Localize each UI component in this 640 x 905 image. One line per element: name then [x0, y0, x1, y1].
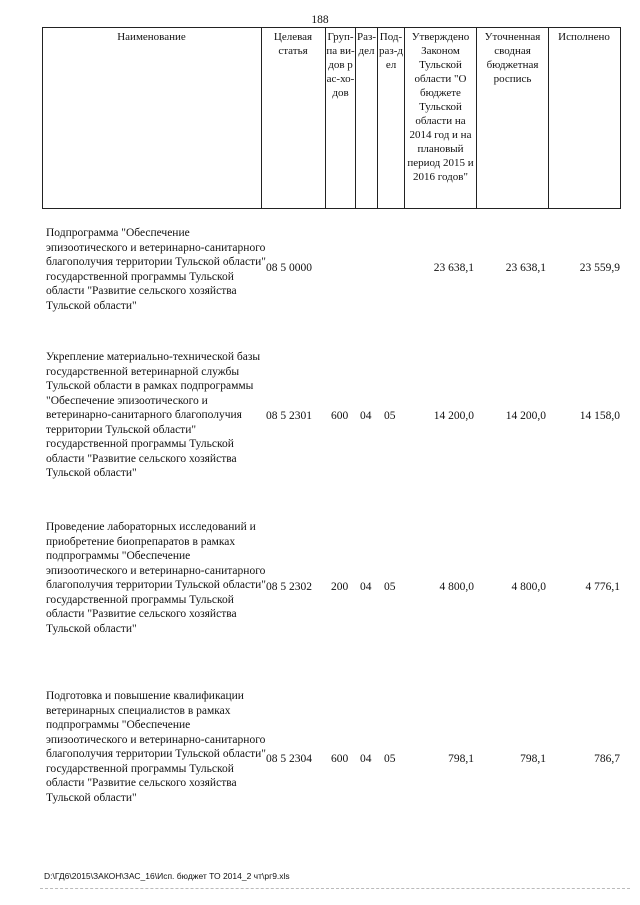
row-target: 08 5 2304: [266, 753, 312, 765]
header-target: Целевая статья: [273, 31, 313, 57]
col-divider: [42, 27, 43, 209]
bottom-divider: [40, 888, 630, 890]
header-top-border: [42, 27, 620, 28]
col-divider: [261, 27, 262, 209]
row-group: 200: [331, 581, 349, 593]
header-refined: Уточненная сводная бюджетная роспись: [484, 31, 541, 85]
row-name: Подготовка и повышение квалификации ветеринарных специалистов в рамках подпрограммы "Обеспечение эпизоотического и ветеринарно-санитарного благополучия территории Тульской области" государственной программы Тульской области "Развитие сельского хозяйства Тульской области": [46, 690, 266, 804]
col-divider: [548, 27, 549, 209]
row-target: 08 5 2302: [266, 581, 312, 593]
row-group: 600: [331, 410, 349, 422]
header-name: Наименование: [117, 31, 186, 43]
row-section: 04: [360, 581, 372, 593]
row-name: Укрепление материально-технической базы государственной ветеринарной службы Тульской области в рамках подпрограммы "Обеспечение эпизоотического и ветеринарно-санитарного благополучия территории Тульской области" государственной программы Тульской области "Развитие сельского хозяйства Тульской области": [46, 351, 261, 479]
header-group: Груп-па ви-дов рас-хо-дов: [326, 31, 355, 99]
page-number: 188: [311, 14, 329, 26]
col-divider: [620, 27, 621, 209]
header-subsection: Под-раз-дел: [379, 31, 403, 71]
footer-file-path: D:\ГД6\2015\ЗАКОН\ЗАС_16\Исп. бюджет ТО 2014_2 чт\рг9.xls: [44, 871, 290, 881]
header-section: Раз-дел: [356, 31, 376, 57]
header-bottom-border: [42, 208, 620, 209]
row-subsection: 05: [384, 410, 396, 422]
row-name: Подпрограмма "Обеспечение эпизоотического и ветеринарно-санитарного благополучия территории Тульской области" государственной программы Тульской области "Развитие сельского хозяйства Тульской области": [46, 227, 266, 312]
row-executed: 786,7: [594, 753, 620, 765]
header-executed: Исполнено: [558, 31, 610, 43]
row-name: Проведение лабораторных исследований и приобретение биопрепаратов в рамках подпрограммы "Обеспечение эпизоотического и ветеринарно-санитарного благополучия территории Тульской области" государственной программы Тульской области "Развитие сельского хозяйства Тульской области": [46, 521, 266, 635]
row-subsection: 05: [384, 753, 396, 765]
row-refined: 23 638,1: [505, 262, 546, 274]
header-approved: Утверждено Законом Тульской области "О бюджете Тульской области на 2014 год и на плановый период 2015 и 2016 годов": [407, 31, 474, 183]
row-section: 04: [360, 753, 372, 765]
row-executed: 4 776,1: [585, 581, 620, 593]
row-target: 08 5 0000: [266, 262, 312, 274]
row-refined: 4 800,0: [511, 581, 546, 593]
row-subsection: 05: [384, 581, 396, 593]
row-executed: 14 158,0: [579, 410, 620, 422]
row-approved: 23 638,1: [433, 262, 474, 274]
row-section: 04: [360, 410, 372, 422]
row-group: 600: [331, 753, 349, 765]
row-approved: 798,1: [448, 753, 474, 765]
row-executed: 23 559,9: [579, 262, 620, 274]
row-approved: 4 800,0: [439, 581, 474, 593]
col-divider: [404, 27, 405, 209]
row-refined: 798,1: [520, 753, 546, 765]
col-divider: [476, 27, 477, 209]
row-target: 08 5 2301: [266, 410, 312, 422]
row-approved: 14 200,0: [433, 410, 474, 422]
row-refined: 14 200,0: [505, 410, 546, 422]
